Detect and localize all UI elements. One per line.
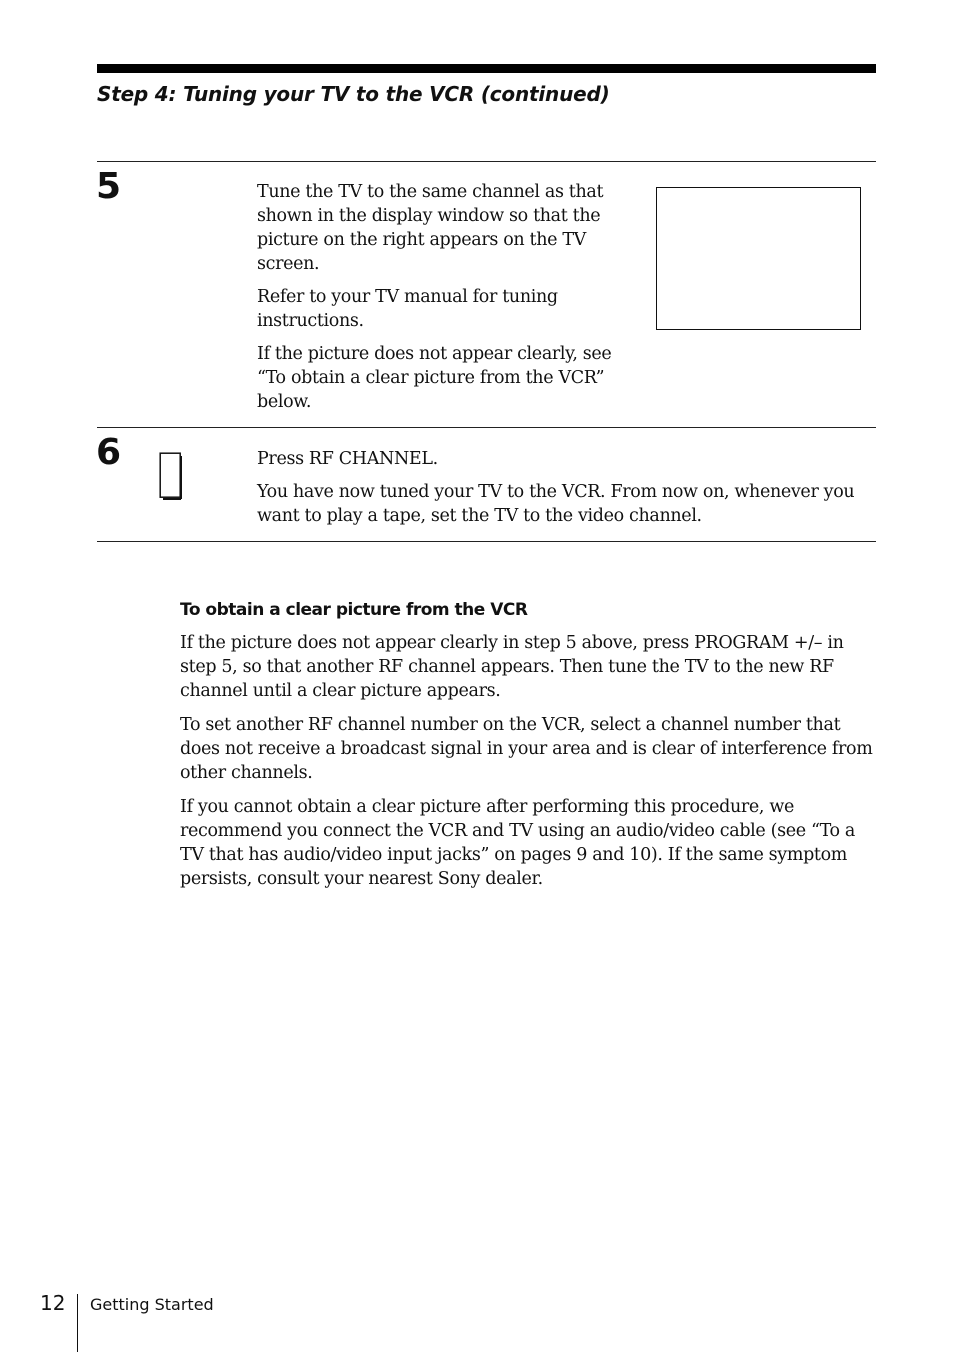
rf-channel-button-icon: [159, 452, 183, 505]
step-6-number: 6: [96, 432, 122, 473]
page-number: 12: [40, 1291, 66, 1315]
section-paragraph: To set another RF channel number on the VCR, select a channel number that does not receive a broadcast signal in your area and is clear of interference from other channels.: [180, 715, 873, 783]
section-paragraph: If the picture does not appear clearly in step 5 above, press PROGRAM +/– in step 5, so that another RF channel appears. Then tune the TV to the new RF channel until a clear picture appears.: [180, 633, 844, 701]
step-divider-middle: [97, 427, 876, 428]
step-5-number: 5: [96, 166, 122, 207]
header-rule: [97, 64, 876, 73]
page-title: Step 4: Tuning your TV to the VCR (continued): [97, 82, 610, 106]
step-6-instructions: [257, 447, 875, 537]
footer-section-label: Getting Started: [90, 1295, 214, 1314]
tv-screen-illustration: [656, 187, 861, 330]
step-5-instructions: [257, 180, 632, 423]
step-5-paragraph: Tune the TV to the same channel as that shown in the display window so that the picture on the right appears on the TV screen.: [257, 182, 604, 274]
step-5-paragraph: Refer to your TV manual for tuning instructions.: [257, 287, 558, 331]
step-6-paragraph: Press RF CHANNEL.: [257, 449, 438, 469]
step-5-paragraph: If the picture does not appear clearly, see “To obtain a clear picture from the VCR” below.: [257, 344, 612, 412]
section-heading: To obtain a clear picture from the VCR: [180, 600, 528, 620]
step-6-paragraph: You have now tuned your TV to the VCR. From now on, whenever you want to play a tape, set the TV to the video channel.: [257, 482, 855, 526]
step-divider-top: [97, 161, 876, 162]
section-paragraph: If you cannot obtain a clear picture after performing this procedure, we recommend you connect the VCR and TV using an audio/video cable (see “To a TV that has audio/video input jacks” on pages 9 and 10). If the same symptom persists, consult your nearest Sony dealer.: [180, 797, 856, 889]
footer-divider: [77, 1294, 78, 1352]
step-divider-bottom: [97, 541, 876, 542]
section-body: [180, 631, 874, 901]
